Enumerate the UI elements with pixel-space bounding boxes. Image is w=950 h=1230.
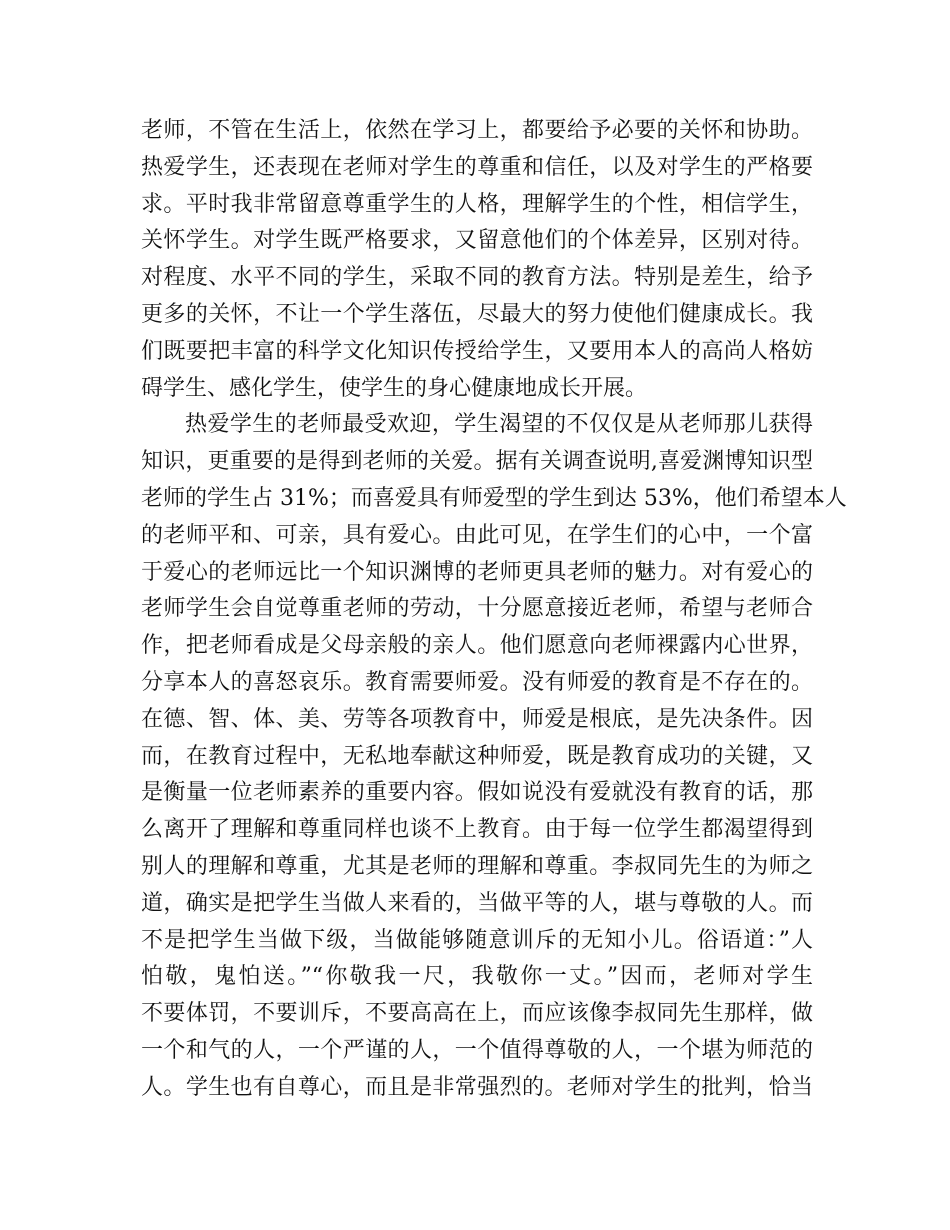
document-body bbox=[141, 113, 847, 1107]
text-line: 的老师平和、可亲，具有爱心。由此可见，在学生们的心中，一个富 bbox=[141, 522, 813, 548]
paragraph bbox=[141, 113, 813, 407]
text-line: 不要体罚，不要训斥，不要高高在上，而应该像李叔同先生那样，做 bbox=[141, 1001, 813, 1027]
text-line: 老师学生会自觉尊重老师的劳动，十分愿意接近老师，希望与老师合 bbox=[141, 596, 813, 622]
text-line: 而，在教育过程中，无私地奉献这种师爱，既是教育成功的关键，又 bbox=[141, 743, 813, 769]
text-line: 求。平时我非常留意尊重学生的人格，理解学生的个性，相信学生， bbox=[141, 191, 813, 217]
text-line: 怕敬，鬼怕送。”“你敬我一尺，我敬你一丈。”因而，老师对学生 bbox=[141, 964, 813, 990]
text-line: 老师的学生占 31%；而喜爱具有师爱型的学生到达 53%，他们希望本人 bbox=[141, 485, 847, 511]
text-line: 不是把学生当做下级，当做能够随意训斥的无知小儿。俗语道：”人 bbox=[141, 927, 813, 953]
text-line: 是衡量一位老师素养的重要内容。假如说没有爱就没有教育的话，那 bbox=[141, 780, 813, 806]
text-line: 于爱心的老师远比一个知识渊博的老师更具老师的魅力。对有爱心的 bbox=[141, 559, 813, 585]
text-line: 们既要把丰富的科学文化知识传授给学生，又要用本人的高尚人格妨 bbox=[141, 338, 813, 364]
text-line: 道，确实是把学生当做人来看的，当做平等的人，堪与尊敬的人。而 bbox=[141, 890, 813, 916]
text-line: 老师，不管在生活上，依然在学习上，都要给予必要的关怀和协助。 bbox=[141, 118, 813, 143]
text-line: 分享本人的喜怒哀乐。教育需要师爱。没有师爱的教育是不存在的。 bbox=[141, 669, 813, 695]
text-line: 关怀学生。对学生既严格要求，又留意他们的个体差异，区别对待。 bbox=[141, 228, 813, 254]
text-line: 一个和气的人，一个严谨的人，一个值得尊敬的人，一个堪为师范的 bbox=[141, 1037, 813, 1063]
text-line: 知识，更重要的是得到老师的关爱。据有关调查说明,喜爱渊博知识型 bbox=[141, 449, 813, 475]
text-line: 么离开了理解和尊重同样也谈不上教育。由于每一位学生都渴望得到 bbox=[141, 817, 813, 843]
text-line: 更多的关怀，不让一个学生落伍，尽最大的努力使他们健康成长。我 bbox=[141, 301, 813, 327]
text-line: 在德、智、体、美、劳等各项教育中，师爱是根底，是先决条件。因 bbox=[141, 706, 813, 732]
paragraph bbox=[141, 407, 847, 1106]
text-line: 别人的理解和尊重，尤其是老师的理解和尊重。李叔同先生的为师之 bbox=[141, 853, 813, 879]
text-line: 热爱学生，还表现在老师对学生的尊重和信任，以及对学生的严格要 bbox=[141, 154, 813, 180]
text-line: 作，把老师看成是父母亲般的亲人。他们愿意向老师裸露内心世界， bbox=[141, 633, 813, 659]
text-line: 碍学生、感化学生，使学生的身心健康地成长开展。 bbox=[141, 375, 648, 401]
text-line: 对程度、水平不同的学生，采取不同的教育方法。特别是差生，给予 bbox=[141, 265, 813, 291]
text-line: 热爱学生的老师最受欢迎，学生渴望的不仅仅是从老师那儿获得 bbox=[185, 412, 813, 438]
text-line: 人。学生也有自尊心，而且是非常强烈的。老师对学生的批判，恰当 bbox=[141, 1074, 813, 1100]
